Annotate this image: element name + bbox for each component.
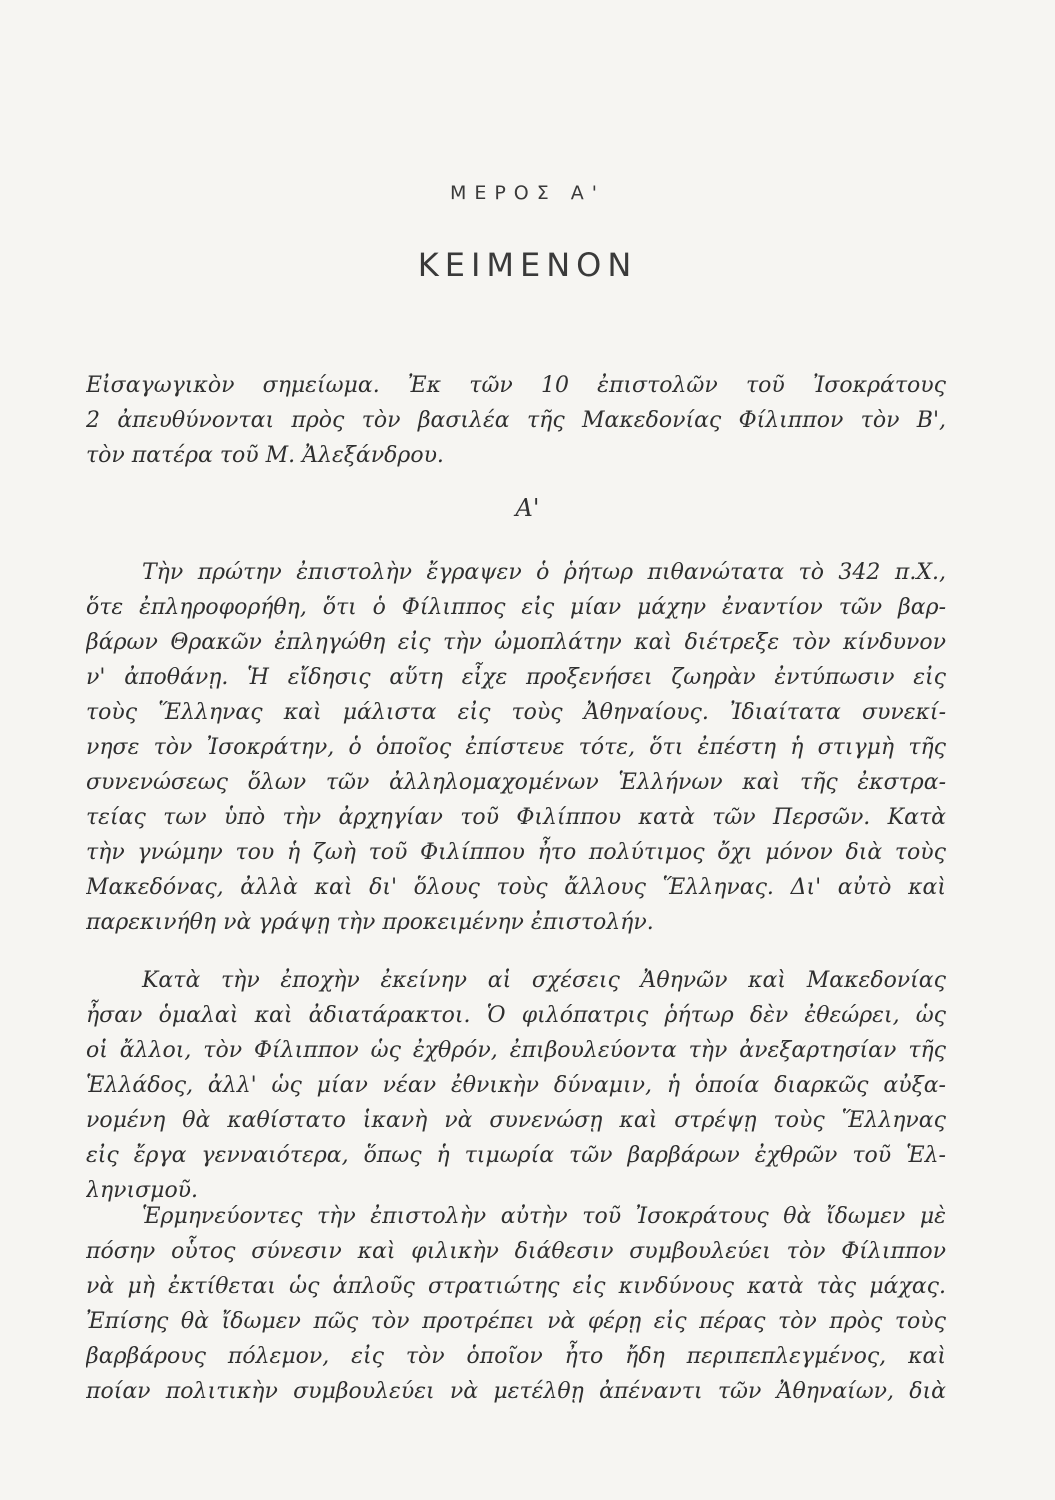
paragraph-line: νὰ μὴ ἐκτίθεται ὡς ἁπλοῦς στρατιώτης εἰς κινδύνους κατὰ τὰς μάχας. (86, 1274, 946, 1299)
paragraph-line: νομένη θὰ καθίστατο ἱκανὴ νὰ συνενώσῃ καὶ στρέψῃ τοὺς Ἕλληνας (86, 1108, 946, 1133)
paragraph-2 (86, 963, 946, 1208)
paragraph-3 (86, 1199, 946, 1409)
paragraph-line: νησε τὸν Ἰσοκράτην, ὁ ὁποῖος ἐπίστευε τότε, ὅτι ἐπέστη ἡ στιγμὴ τῆς (86, 735, 946, 760)
paragraph-line: πόσην οὗτος σύνεσιν καὶ φιλικὴν διάθεσιν συμβουλεύει τὸν Φίλιππον (86, 1239, 946, 1264)
paragraph-line: ν' ἀποθάνῃ. Ἡ εἴδησις αὕτη εἶχε προξενήσει ζωηρὰν ἐντύπωσιν εἰς (86, 665, 946, 690)
paragraph-line: βάρων Θρακῶν ἐπληγώθη εἰς τὴν ὠμοπλάτην καὶ διέτρεξε τὸν κίνδυνον (86, 630, 946, 655)
section-title: ΚΕΙΜΕΝΟΝ (417, 246, 638, 284)
intro-line: τὸν πατέρα τοῦ Μ. Ἀλεξάνδρου. (86, 443, 444, 468)
paragraph-line: ὅτε ἐπληροφορήθη, ὅτι ὁ Φίλιππος εἰς μίαν μάχην ἐναντίον τῶν βαρ- (86, 595, 946, 620)
paragraph-line: Ἐπίσης θὰ ἴδωμεν πῶς τὸν προτρέπει νὰ φέρῃ εἰς πέρας τὸν πρὸς τοὺς (86, 1309, 946, 1334)
intro-line: 2 ἀπευθύνονται πρὸς τὸν βασιλέα τῆς Μακεδονίας Φίλιππον τὸν Β', (86, 408, 946, 433)
paragraph-line: εἰς ἔργα γενναιότερα, ὅπως ἡ τιμωρία τῶν βαρβάρων ἐχθρῶν τοῦ Ἑλ- (86, 1143, 946, 1168)
paragraph-line: τοὺς Ἕλληνας καὶ μάλιστα εἰς τοὺς Ἀθηναίους. Ἰδιαίτατα συνεκί- (86, 700, 946, 725)
paragraph-1 (86, 555, 946, 940)
paragraph-line: τείας των ὑπὸ τὴν ἀρχηγίαν τοῦ Φιλίππου κατὰ τῶν Περσῶν. Κατὰ (86, 805, 946, 830)
paragraph-line: Ἑλλάδος, ἀλλ' ὡς μίαν νέαν ἐθνικὴν δύναμιν, ἡ ὁποία διαρκῶς αὐξα- (86, 1073, 946, 1098)
intro-line: Εἰσαγωγικὸν σημείωμα. Ἐκ τῶν 10 ἐπιστολῶν τοῦ Ἰσοκράτους (86, 373, 946, 398)
part-title: ΜΕΡΟΣ Α' (449, 182, 606, 204)
paragraph-line: Κατὰ τὴν ἐποχὴν ἐκείνην αἱ σχέσεις Ἀθηνῶν καὶ Μακεδονίας (142, 968, 946, 993)
paragraph-line: ληνισμοῦ. (86, 1178, 199, 1203)
paragraph-line: οἱ ἄλλοι, τὸν Φίλιππον ὡς ἐχθρόν, ἐπιβουλεύοντα τὴν ἀνεξαρτησίαν τῆς (86, 1038, 946, 1063)
paragraph-line: ποίαν πολιτικὴν συμβουλεύει νὰ μετέλθῃ ἀπέναντι τῶν Ἀθηναίων, διὰ (86, 1379, 946, 1404)
paragraph-line: βαρβάρους πόλεμον, εἰς τὸν ὁποῖον ἦτο ἤδη περιπεπλεγμένος, καὶ (86, 1344, 946, 1369)
paragraph-line: Μακεδόνας, ἀλλὰ καὶ δι' ὅλους τοὺς ἄλλους Ἕλληνας. Δι' αὐτὸ καὶ (86, 875, 946, 900)
paragraph-line: Τὴν πρώτην ἐπιστολὴν ἔγραψεν ὁ ῥήτωρ πιθανώτατα τὸ 342 π.Χ., (142, 560, 946, 585)
paragraph-line: Ἑρμηνεύοντες τὴν ἐπιστολὴν αὐτὴν τοῦ Ἰσοκράτους θὰ ἴδωμεν μὲ (142, 1204, 946, 1229)
letter-heading: Α' (515, 494, 540, 522)
paragraph-line: ἦσαν ὁμαλαὶ καὶ ἀδιατάρακτοι. Ὁ φιλόπατρις ῥήτωρ δὲν ἐθεώρει, ὡς (86, 1003, 946, 1028)
intro-note (86, 368, 946, 473)
paragraph-line: συνενώσεως ὅλων τῶν ἀλληλομαχομένων Ἑλλήνων καὶ τῆς ἐκστρα- (86, 770, 946, 795)
paragraph-line: παρεκινήθη νὰ γράψῃ τὴν προκειμένην ἐπιστολήν. (86, 910, 654, 935)
paragraph-line: τὴν γνώμην του ἡ ζωὴ τοῦ Φιλίππου ἦτο πολύτιμος ὄχι μόνον διὰ τοὺς (86, 840, 946, 865)
